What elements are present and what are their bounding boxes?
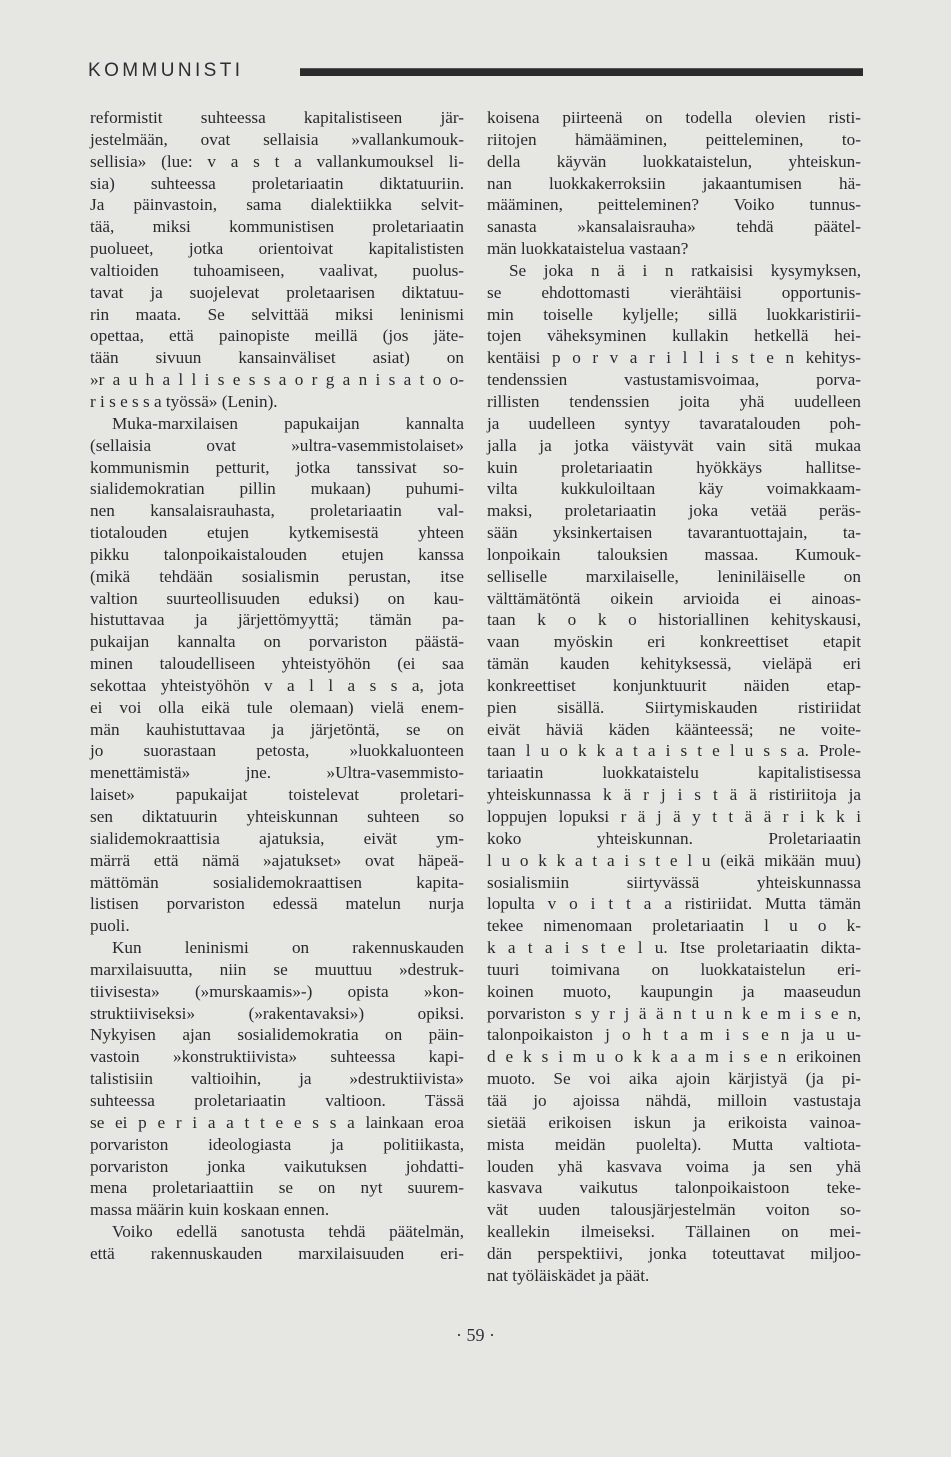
- text-line: sietää erikoisen iskun ja erikoista vainoa-: [487, 1112, 861, 1132]
- text-line: sia) suhteessa proletariaatin diktatuuriin.: [90, 173, 464, 193]
- text-line: (mikä tehdään sosialismin perustan, itse: [90, 566, 464, 586]
- text-line: tää jo ajoissa nähdä, milloin vastustaja: [487, 1090, 861, 1110]
- text-line: koinen muoto, kaupungin ja maaseudun: [487, 981, 861, 1001]
- text-line: sellisia» (lue: v a s t a vallankumouksel li-: [90, 151, 464, 171]
- text-line: keallekin ilmeiseksi. Tällainen on mei-: [487, 1222, 861, 1242]
- text-line: tariaatin luokkataistelu kapitalistisessa: [487, 763, 861, 783]
- text-line: kuin proletariaatin hyökkäys hallitse-: [487, 457, 861, 477]
- text-line: d e k s i m u o k k a a m i s e n erikoinen: [487, 1047, 861, 1067]
- text-line: se ehdottomasti vierähtäisi opportunis-: [487, 282, 861, 302]
- left-column: [90, 107, 464, 1265]
- text-line: Ja päinvastoin, sama dialektiikka selvit-: [90, 195, 464, 215]
- text-line: män luokkataistelua vastaan?: [487, 239, 689, 259]
- text-line: tiivisesta» (»murskaamis»-) opista »kon-: [90, 981, 464, 1001]
- text-line: koko yhteiskunnan. Proletariaatin: [487, 828, 861, 848]
- text-line: lonpoikain talouksien massaa. Kumouk-: [487, 544, 861, 564]
- text-line: Voiko edellä sanotusta tehdä päätelmän,: [112, 1222, 464, 1242]
- text-line: ja uudelleen syntyy tavaratalouden poh-: [487, 413, 861, 433]
- text-line: yhteiskunnassa k ä r j i s t ä ä ristiriitoja ja: [487, 785, 861, 805]
- text-line: sään yksinkertaisen tavarantuottajain, ta-: [487, 523, 861, 543]
- text-line: että rakennuskauden marxilaisuuden eri-: [90, 1243, 464, 1263]
- text-line: ei voi olla eikä tule olemaan) vielä enem-: [90, 697, 464, 717]
- text-line: jestelmään, ovat sellaisia »vallankumouk-: [90, 129, 464, 149]
- text-line: sekottaa yhteistyöhön v a l l a s s a, jota: [90, 675, 464, 695]
- text-line: loppujen lopuksi r ä j ä y t t ä ä r i k k i: [487, 807, 861, 826]
- text-line: vastoin »konstruktiivista» suhteessa kapi-: [90, 1047, 464, 1067]
- text-line: eivät häviä käden käänteessä; ne voite-: [487, 719, 861, 739]
- text-line: selliselle marxilaiselle, leniniläiselle on: [487, 566, 861, 586]
- text-line: tuuri toimivana on luokkataistelun eri-: [487, 959, 861, 979]
- text-line: koisena piirteenä on todella olevien risti-: [487, 108, 861, 127]
- text-line: pikku talonpoikaistalouden etujen kanssa: [90, 544, 464, 564]
- text-line: tämän kauden kehityksessä, vieläpä eri: [487, 654, 861, 674]
- text-line: sosialismiin siirtyvässä yhteiskunnassa: [487, 872, 861, 892]
- text-line: reformistit suhteessa kapitalistiseen jär-: [90, 108, 464, 127]
- text-line: valtioiden tuhoamiseen, vaalivat, puolus-: [90, 260, 464, 280]
- text-line: pien sisällä. Siirtymiskauden ristiriidat: [487, 697, 861, 717]
- page-header: [88, 60, 863, 88]
- text-line: kentäisi p o r v a r i l l i s t e n kehitys-: [487, 348, 861, 368]
- text-line: Nykyisen ajan sosialidemokratia on päin-: [90, 1025, 464, 1045]
- text-line: män kauhistuttavaa ja järjetöntä, se on: [90, 719, 464, 739]
- text-line: talistisiin valtioihin, ja »destruktiivista»: [90, 1069, 464, 1089]
- text-line: r i s e s s a työssä» (Lenin).: [90, 391, 278, 411]
- running-title: KOMMUNISTI: [88, 60, 244, 81]
- text-line: laiset» papukaijat toistelevat proletari-: [90, 785, 464, 805]
- text-line: rillisten tendenssien joita yhä uudelleen: [487, 391, 861, 411]
- text-line: dän perspektiivi, jonka toteuttavat miljoo-: [487, 1243, 861, 1263]
- text-line: tendenssien vastustamisvoimaa, porva-: [487, 370, 861, 390]
- text-line: maksi, proletariaatin joka vetää peräs-: [487, 501, 861, 521]
- text-line: sialidemokraattisia ajatuksia, eivät ym-: [90, 828, 464, 848]
- text-line: porvariston s y r j ä ä n t u n k e m i s e n,: [487, 1003, 861, 1023]
- text-line: porvariston ideologiasta ja politiikasta,: [90, 1134, 464, 1154]
- text-line: jo suorastaan petosta, »luokkaluonteen: [90, 741, 464, 761]
- text-line: opettaa, että painopiste meillä (jos jäte-: [90, 326, 464, 346]
- text-line: minen taloudelliseen yhteistyöhön (ei saa: [90, 654, 464, 674]
- text-line: välttämätöntä oikein arvioida ei ainoas-: [487, 588, 861, 608]
- text-line: suhteessa proletariaatin valtioon. Tässä: [90, 1090, 464, 1110]
- text-line: nan luokkakerroksiin jakaantumisen hä-: [487, 173, 861, 193]
- text-line: »r a u h a l l i s e s s a o r g a n i s a t o o-: [90, 370, 464, 390]
- text-line: menettämistä» jne. »Ultra-vasemmisto-: [90, 763, 464, 783]
- page-number: · 59 ·: [456, 1325, 495, 1345]
- text-line: kasvava vaikutus talonpoikaistoon teke-: [487, 1178, 861, 1198]
- text-line: k a t a i s t e l u. Itse proletariaatin dikta-: [487, 938, 861, 958]
- text-line: talonpoikaiston j o h t a m i s e n ja u u-: [487, 1025, 861, 1045]
- text-line: pukaijan kannalta on porvariston päästä-: [90, 632, 464, 652]
- text-line: sen diktatuurin yhteiskunnan suhteen so: [90, 807, 464, 826]
- text-line: tää, miksi kommunistisen proletariaatin: [90, 217, 464, 237]
- text-line: Kun leninismi on rakennuskauden: [112, 938, 464, 958]
- text-line: louden yhä kasvava voima ja sen yhä: [487, 1156, 861, 1176]
- text-line: muoto. Se voi aika ajoin kärjistyä (ja pi-: [487, 1069, 861, 1089]
- text-line: della käyvän luokkataistelun, yhteiskun-: [487, 151, 861, 171]
- text-line: (sellaisia ovat »ultra-vasemmistolaiset»: [90, 435, 464, 455]
- text-line: tekee nimenomaan proletariaatin l u o k-: [487, 916, 861, 936]
- text-line: konkreettiset konjunktuurit näiden etap-: [487, 675, 861, 695]
- text-line: kommunismin petturit, jotka tanssivat so-: [90, 457, 464, 477]
- text-line: Se joka n ä i n ratkaisisi kysymyksen,: [509, 260, 861, 280]
- right-column: [487, 107, 861, 1287]
- text-line: mista meidän puolelta). Mutta valtiota-: [487, 1134, 861, 1154]
- text-line: struktiiviseksi» (»rakentavaksi») opiksi.: [90, 1003, 464, 1023]
- text-line: rin maata. Se selvittää miksi leninismi: [90, 304, 464, 324]
- text-line: tiotalouden etujen kytkemisestä yhteen: [90, 523, 464, 543]
- text-line: vilta kukkuloiltaan käy voimakkaam-: [487, 479, 861, 499]
- text-line: tään sivuun kansainväliset asiat) on: [90, 348, 464, 368]
- text-line: puolueet, jotka orientoivat kapitalististen: [90, 239, 464, 259]
- text-line: vaan myöskin eri konkreettiset etapit: [487, 632, 861, 652]
- text-line: l u o k k a t a i s t e l u (eikä mikään muu): [487, 850, 861, 870]
- text-line: puoli.: [90, 916, 130, 936]
- text-line: märrä että nämä »ajatukset» ovat häpeä-: [90, 850, 464, 870]
- text-line: mena proletariaattiin se on nyt suurem-: [90, 1178, 464, 1198]
- text-line: jalla ja jotka väistyvät vain sitä mukaa: [487, 435, 861, 455]
- text-line: marxilaisuutta, niin se muuttuu »destruk-: [90, 959, 464, 979]
- text-line: taan l u o k k a t a i s t e l u s s a. Prole-: [487, 741, 861, 761]
- text-line: valtion suurteollisuuden eduksi) on kau-: [90, 588, 464, 608]
- text-line: sialidemokratian pillin mukaan) puhumi-: [90, 479, 464, 499]
- text-line: tojen väheksyminen kullakin hetkellä hei-: [487, 326, 861, 346]
- text-line: sanasta »kansalaisrauha» tehdä päätel-: [487, 217, 861, 237]
- text-line: lopulta v o i t t a a ristiriidat. Mutta tämän: [487, 894, 861, 914]
- text-line: min toiselle kyljelle; sillä luokkaristirii-: [487, 304, 861, 324]
- text-line: mättömän sosialidemokraattisen kapita-: [90, 872, 464, 892]
- text-line: taan k o k o historiallinen kehityskausi,: [487, 610, 861, 630]
- text-line: määminen, peitteleminen? Voiko tunnus-: [487, 195, 861, 215]
- text-line: massa määrin kuin koskaan ennen.: [90, 1200, 330, 1220]
- text-line: riitojen hämääminen, peitteleminen, to-: [487, 129, 861, 149]
- text-line: histuttavaa ja järjettömyyttä; tämän pa-: [90, 610, 464, 630]
- text-line: vät uuden talousjärjestelmän voiton so-: [487, 1200, 861, 1220]
- text-line: tavat ja suojelevat proletaarisen diktatuu-: [90, 282, 464, 302]
- text-line: se ei p e r i a a t t e e s s a lainkaan eroa: [90, 1112, 464, 1132]
- text-line: listisen porvariston edessä matelun nurja: [90, 894, 464, 914]
- text-line: porvariston jonka vaikutuksen johdatti-: [90, 1156, 464, 1176]
- text-line: Muka-marxilaisen papukaijan kannalta: [112, 413, 464, 433]
- text-line: nat työläiskädet ja päät.: [487, 1265, 650, 1285]
- header-rule: [300, 68, 863, 76]
- text-line: nen kansalaisrauhasta, proletariaatin val-: [90, 501, 464, 521]
